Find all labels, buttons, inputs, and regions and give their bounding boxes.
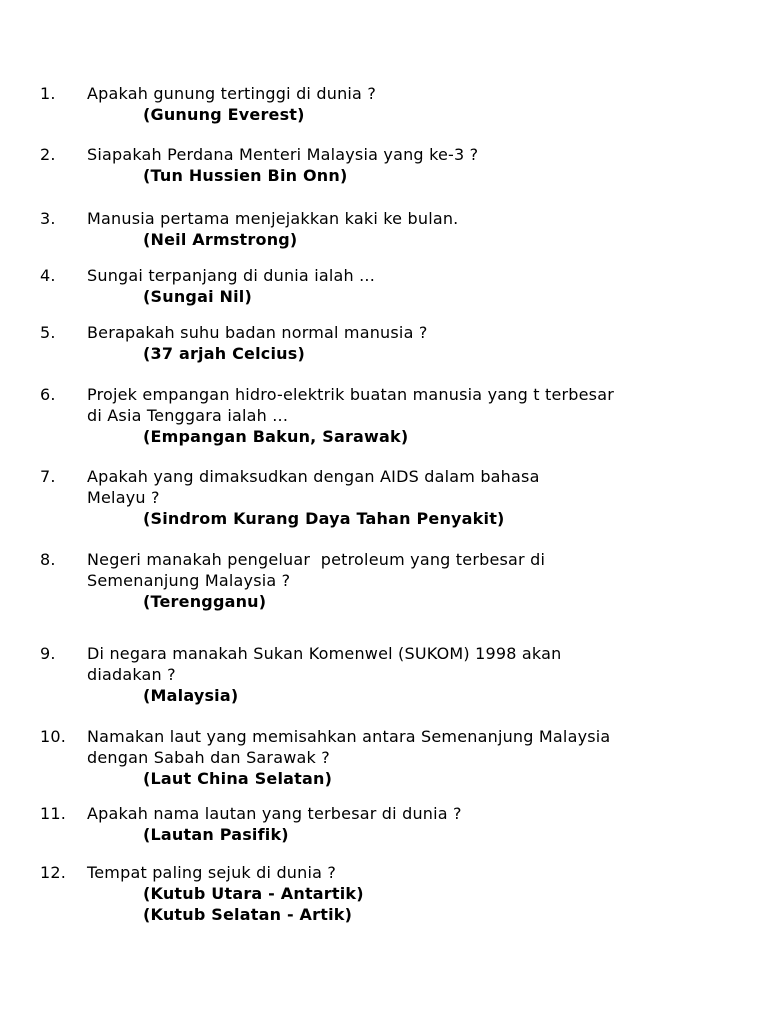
question-body [87,803,727,845]
question-text: Apakah gunung tertinggi di dunia ? [87,84,377,103]
question-text: Berapakah suhu badan normal manusia ? [87,323,428,342]
question-body [87,549,727,612]
answer-text: (37 arjah Celcius) [143,344,305,363]
answer-text: (Terengganu) [143,592,267,611]
question-text: Di negara manakah Sukan Komenwel (SUKOM) 1998 akan diadakan ? [87,644,562,684]
question-number: 6. [40,385,56,404]
answer-text: (Kutub Utara - Antartik) [143,884,364,903]
question-number: 8. [40,550,56,569]
question-number: 3. [40,209,56,228]
question-text: Sungai terpanjang di dunia ialah ... [87,266,376,285]
question-text: Apakah nama lautan yang terbesar di dunia ? [87,804,462,823]
answer-text: (Laut China Selatan) [143,769,333,788]
question-number: 4. [40,266,56,285]
answer-text: (Kutub Selatan - Artik) [143,905,353,924]
question-body [87,265,727,307]
answer-text: (Empangan Bakun, Sarawak) [143,427,409,446]
question-text: Apakah yang dimaksudkan dengan AIDS dalam bahasa Melayu ? [87,467,540,507]
answer-text: (Gunung Everest) [143,105,305,124]
answer-text: (Tun Hussien Bin Onn) [143,166,348,185]
question-body [87,466,727,529]
question-number: 5. [40,323,56,342]
question-number: 10. [40,727,67,746]
question-text: Namakan laut yang memisahkan antara Semenanjung Malaysia dengan Sabah dan Sarawak ? [87,727,611,767]
question-text: Siapakah Perdana Menteri Malaysia yang ke-3 ? [87,145,479,164]
question-number: 11. [40,804,67,823]
question-number: 7. [40,467,56,486]
question-body [87,862,727,925]
answer-text: (Sindrom Kurang Daya Tahan Penyakit) [143,509,505,528]
question-body [87,144,727,186]
question-text: Tempat paling sejuk di dunia ? [87,863,337,882]
question-body [87,83,727,125]
question-text: Manusia pertama menjejakkan kaki ke bulan. [87,209,459,228]
answer-text: (Malaysia) [143,686,239,705]
answer-text: (Lautan Pasifik) [143,825,289,844]
question-number: 9. [40,644,56,663]
question-body [87,643,727,706]
answer-text: (Sungai Nil) [143,287,252,306]
question-number: 2. [40,145,56,164]
question-text: Projek empangan hidro-elektrik buatan manusia yang t terbesar di Asia Tenggara ialah ... [87,385,614,425]
question-number: 12. [40,863,67,882]
question-body [87,726,727,789]
question-body [87,322,727,364]
question-number: 1. [40,84,56,103]
question-body [87,208,727,250]
question-text: Negeri manakah pengeluar petroleum yang terbesar di Semenanjung Malaysia ? [87,550,546,590]
answer-text: (Neil Armstrong) [143,230,298,249]
question-body [87,384,727,447]
